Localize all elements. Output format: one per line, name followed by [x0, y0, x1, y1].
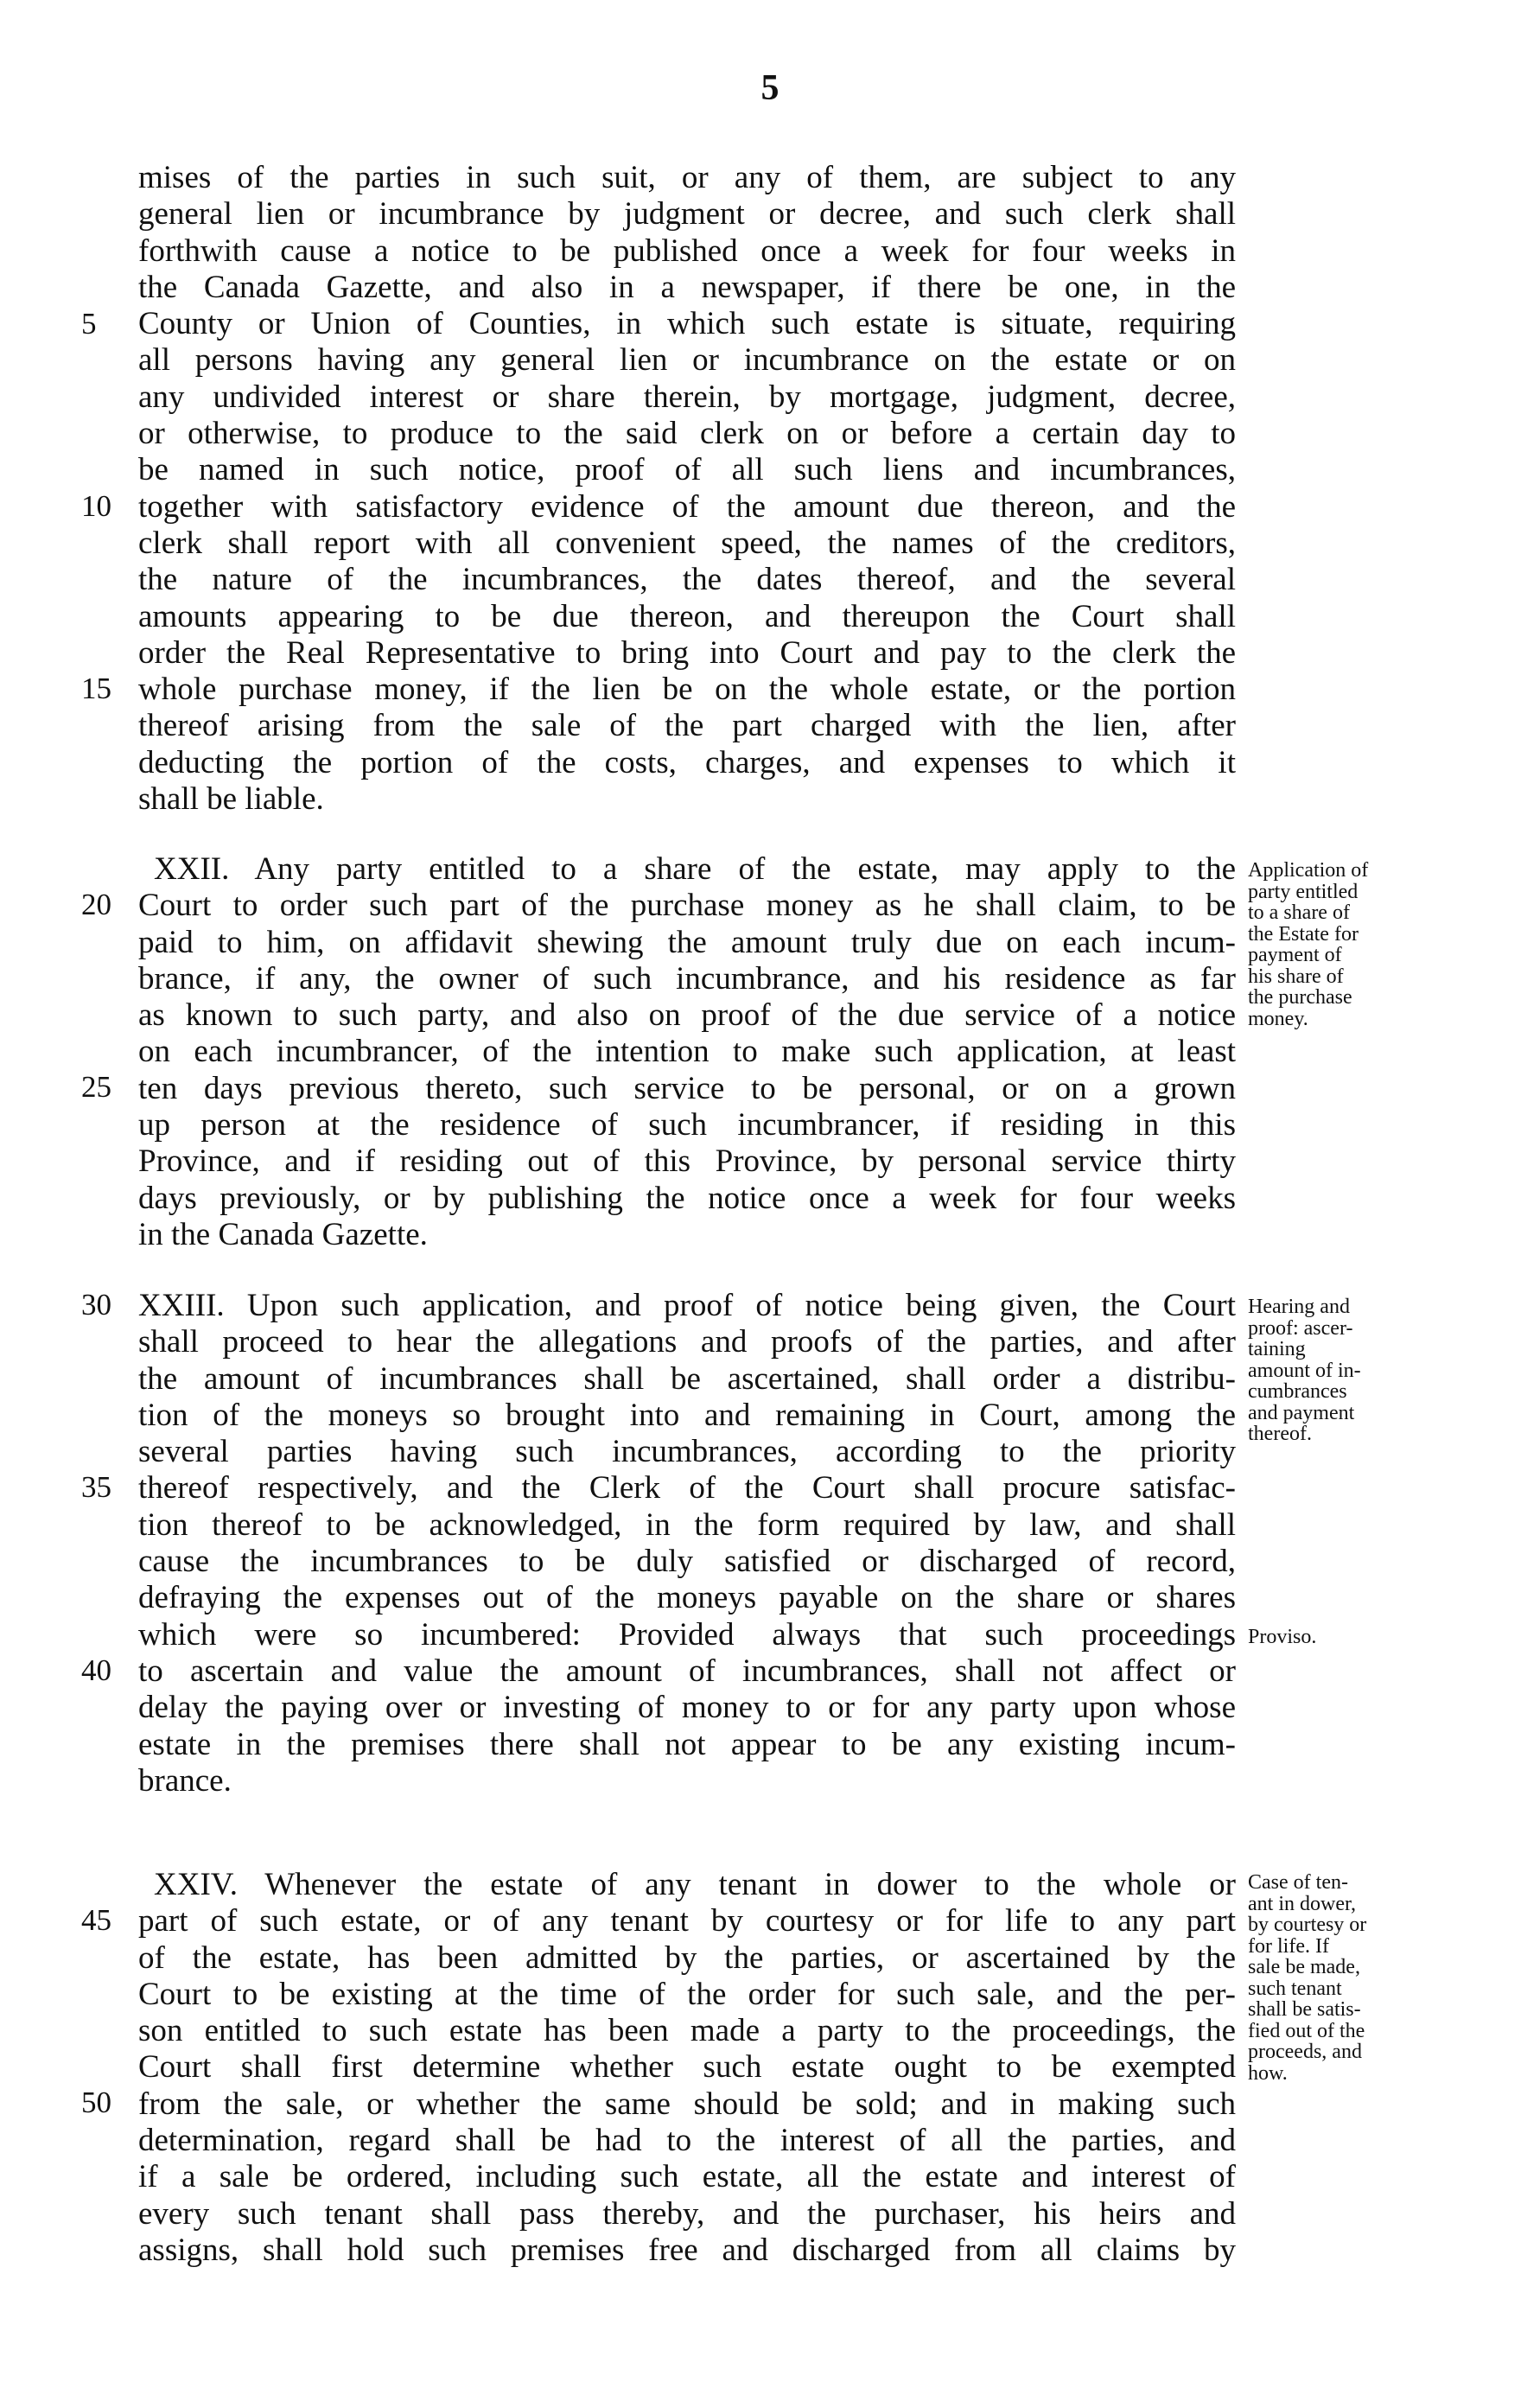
text-line: which were so incumbered: Provided always that such proceedings [138, 1616, 1236, 1653]
margin-note-line: ant in dower, [1248, 1892, 1357, 1915]
text-line: XXIII. Upon such application, and proof of notice being given, the Court [138, 1288, 1236, 1323]
text-line: general lien or incumbrance by judgment or decree, and such clerk shall [138, 196, 1236, 232]
margin-note-line: fied out of the [1248, 2019, 1365, 2042]
line-number: 50 [81, 2086, 111, 2119]
margin-note-case-of-tenant [1248, 1872, 1455, 2084]
margin-note-line: Application of [1248, 859, 1369, 882]
text-line: paid to him, on affidavit shewing the amount truly due on each incum- [138, 924, 1236, 960]
text-line: every such tenant shall pass thereby, and the purchaser, his heirs and [138, 2195, 1236, 2232]
text-line: Court to be existing at the time of the order for such sale, and the per- [138, 1976, 1236, 2012]
text-line: deducting the portion of the costs, charges, and expenses to which it [138, 744, 1236, 780]
text-line: mises of the parties in such suit, or any of them, are subject to any [138, 160, 1236, 195]
line-number: 15 [81, 672, 111, 705]
margin-note-line: proof: ascer- [1248, 1316, 1353, 1340]
text-line: from the sale, or whether the same should be sold; and in making such [138, 2086, 1236, 2122]
text-line: XXIV. Whenever the estate of any tenant in dower to the whole or [154, 1867, 1236, 1902]
text-line: Court to order such part of the purchase money as he shall claim, to be [138, 888, 1236, 924]
text-line: be named in such notice, proof of all such liens and incumbrances, [138, 452, 1236, 488]
text-line: delay the paying over or investing of money to or for any party upon whose [138, 1690, 1236, 1726]
margin-note-line: taining [1248, 1338, 1306, 1360]
page-number: 5 [760, 68, 780, 108]
margin-note-line: Hearing and [1248, 1296, 1350, 1318]
margin-note-line: sale be made, [1248, 1956, 1360, 1978]
text-line: whole purchase money, if the lien be on the whole estate, or the portion [138, 672, 1236, 708]
text-line: son entitled to such estate has been made a party to the proceedings, the [138, 2013, 1236, 2049]
text-line: ten days previous thereto, such service to be personal, or on a grown [138, 1070, 1236, 1106]
text-line: brance, if any, the owner of such incumbrance, and his residence as far [138, 960, 1236, 997]
line-number: 40 [81, 1653, 111, 1687]
text-line: estate in the premises there shall not appear to be any existing incum- [138, 1726, 1236, 1762]
margin-note-line: and payment [1248, 1401, 1355, 1424]
text-line: on each incumbrancer, of the intention to make such application, at least [138, 1034, 1236, 1070]
text-line: amounts appearing to be due thereon, and thereupon the Court shall [138, 598, 1236, 634]
text-line: the Canada Gazette, and also in a newspaper, if there be one, in the [138, 269, 1236, 305]
text-line: County or Union of Counties, in which such estate is situate, requiring [138, 306, 1236, 342]
margin-note-line: cumbrances [1248, 1380, 1347, 1403]
text-line: Province, and if residing out of this Province, by personal service thirty [138, 1143, 1236, 1180]
text-line: up person at the residence of such incumbrancer, if residing in this [138, 1107, 1236, 1143]
margin-note-line: Proviso. [1248, 1626, 1317, 1648]
text-line: shall proceed to hear the allegations and proofs of the parties, and after [138, 1324, 1236, 1360]
margin-note-line: such tenant [1248, 1977, 1342, 2000]
text-line: shall be liable. [138, 781, 324, 818]
margin-note-line: money. [1248, 1007, 1308, 1030]
section-xxiii [138, 1288, 1236, 1799]
text-line: as known to such party, and also on proof of the due service of a notice [138, 997, 1236, 1034]
text-line: in the Canada Gazette. [138, 1216, 428, 1252]
paragraph-continuation [138, 160, 1236, 818]
text-line: assigns, shall hold such premises free and discharged from all claims by [138, 2232, 1236, 2268]
text-line: of the estate, has been admitted by the parties, or ascertained by the [138, 1939, 1236, 1976]
text-line: tion of the moneys so brought into and remaining in Court, among the [138, 1397, 1236, 1433]
margin-note-line: by courtesy or [1248, 1914, 1367, 1936]
text-line: cause the incumbrances to be duly satisfied or discharged of record, [138, 1544, 1236, 1580]
text-line: if a sale be ordered, including such estate, all the estate and interest of [138, 2159, 1236, 2195]
text-line: any undivided interest or share therein, by mortgage, judgment, decree, [138, 379, 1236, 415]
text-line: days previously, or by publishing the notice once a week for four weeks [138, 1180, 1236, 1216]
margin-note-line: the Estate for [1248, 922, 1359, 946]
text-line: tion thereof to be acknowledged, in the form required by law, and shall [138, 1506, 1236, 1543]
section-xxii [138, 851, 1236, 1253]
margin-note-hearing [1248, 1296, 1455, 1445]
margin-note-application [1248, 860, 1455, 1029]
text-line: thereof respectively, and the Clerk of the Court shall procure satisfac- [138, 1470, 1236, 1506]
margin-note-line: Case of ten- [1248, 1871, 1348, 1894]
text-line: part of such estate, or of any tenant by courtesy or for life to any part [138, 1903, 1236, 1939]
text-line: the nature of the incumbrances, the dates thereof, and the several [138, 562, 1236, 598]
line-number: 35 [81, 1470, 111, 1504]
text-line: brance. [138, 1762, 232, 1799]
text-line: the amount of incumbrances shall be ascertained, shall order a distribu- [138, 1360, 1236, 1397]
text-line: or otherwise, to produce to the said clerk on or before a certain day to [138, 416, 1236, 452]
line-number: 45 [81, 1903, 111, 1937]
section-xxiv [138, 1867, 1236, 2269]
margin-note-line: for life. If [1248, 1934, 1329, 1958]
text-line: several parties having such incumbrances, according to the priority [138, 1434, 1236, 1470]
text-line: all persons having any general lien or incumbrance on the estate or on [138, 342, 1236, 379]
text-line: together with satisfactory evidence of the amount due thereon, and the [138, 488, 1236, 525]
text-line: order the Real Representative to bring into Court and pay to the clerk the [138, 634, 1236, 671]
line-number: 10 [81, 489, 111, 523]
margin-note-line: proceeds, and [1248, 2041, 1362, 2063]
text-line: defraying the expenses out of the moneys payable on the share or shares [138, 1580, 1236, 1616]
margin-note-line: amount of in- [1248, 1359, 1361, 1382]
margin-note-line: shall be satis- [1248, 1998, 1361, 2021]
margin-note-line: to a share of [1248, 901, 1350, 924]
margin-note-proviso [1248, 1627, 1455, 1648]
line-number: 25 [81, 1070, 111, 1104]
line-number: 5 [81, 307, 97, 341]
text-line: forthwith cause a notice to be published once a week for four weeks in [138, 232, 1236, 269]
text-line: Court shall first determine whether such estate ought to be exempted [138, 2049, 1236, 2086]
text-line: clerk shall report with all convenient speed, the names of the creditors, [138, 525, 1236, 561]
text-line: determination, regard shall be had to the interest of all the parties, and [138, 2123, 1236, 2159]
line-number: 20 [81, 888, 111, 921]
margin-note-line: his share of [1248, 965, 1344, 988]
margin-note-line: payment of [1248, 944, 1342, 966]
line-number: 30 [81, 1288, 111, 1322]
text-line: XXII. Any party entitled to a share of the estate, may apply to the [154, 851, 1236, 887]
text-line: thereof arising from the sale of the part charged with the lien, after [138, 708, 1236, 744]
margin-note-line: how. [1248, 2061, 1288, 2085]
text-line: to ascertain and value the amount of incumbrances, shall not affect or [138, 1653, 1236, 1689]
margin-note-line: party entitled [1248, 880, 1359, 903]
margin-note-line: the purchase [1248, 986, 1352, 1009]
margin-note-line: thereof. [1248, 1423, 1312, 1445]
